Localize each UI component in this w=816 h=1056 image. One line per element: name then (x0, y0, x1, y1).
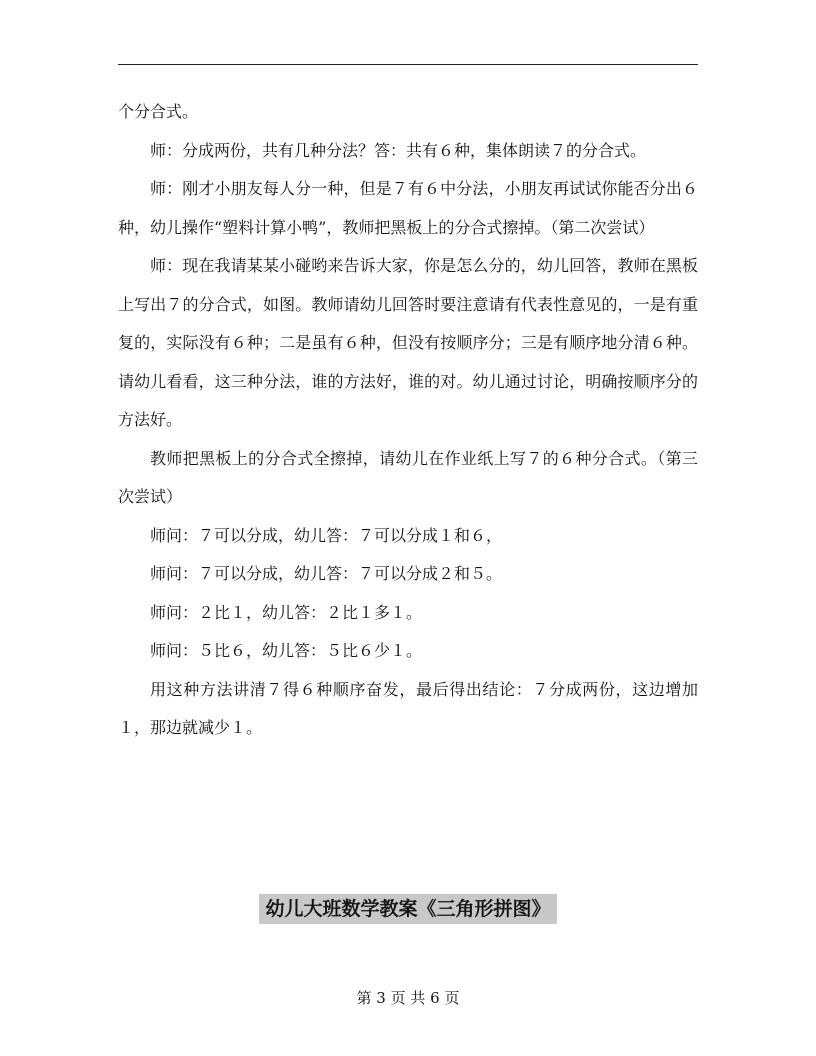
paragraph: 用这种方法讲清７得６种顺序奋发，最后得出结论：７分成两份，这边增加１，那边就减少１。 (118, 679, 698, 737)
paragraph: 教师把黑板上的分合式全擦掉，请幼儿在作业纸上写７的６种分合式。（第三次尝试） (118, 448, 698, 506)
paragraph: 师：分成两份，共有几种分法？答：共有６种，集体朗读７的分合式。 (150, 140, 647, 160)
paragraph: 师问：７可以分成，幼儿答：７可以分成２和５。 (150, 564, 503, 583)
paragraph: 师问：７可以分成，幼儿答：７可以分成１和６， (150, 525, 503, 545)
page-footer: 第 3 页 共 6 页 (356, 989, 460, 1007)
paragraph: 师问：２比１，幼儿答：２比１多１。 (150, 602, 423, 622)
paragraph: 师问：５比６，幼儿答：５比６少１。 (150, 641, 423, 660)
header-rule (118, 64, 698, 65)
document-body (118, 93, 698, 748)
paragraph: 师：现在我请某某小碰哟来告诉大家，你是怎么分的，幼儿回答，教师在黑板上写出７的分合式，如图。教师请幼儿回答时要注意请有代表性意见的，一是有重复的，实际没有６种；二是虽有６种，但没有按顺序分；三是有顺序地分清６种。请幼儿看看，这三种分法，谁的方法好，谁的对。幼儿通过讨论，明确按顺序分的方法好。 (118, 256, 698, 429)
paragraph: 师：刚才小朋友每人分一种，但是７有６中分法，小朋友再试试你能否分出６种，幼儿操作“塑料计算小鸭”，教师把黑板上的分合式擦掉。（第二次尝试） (118, 179, 698, 237)
section-title (0, 894, 816, 924)
paragraph: 个分合式。 (118, 102, 199, 121)
section-title-text: 幼儿大班数学教案《三角形拼图》 (259, 894, 556, 924)
